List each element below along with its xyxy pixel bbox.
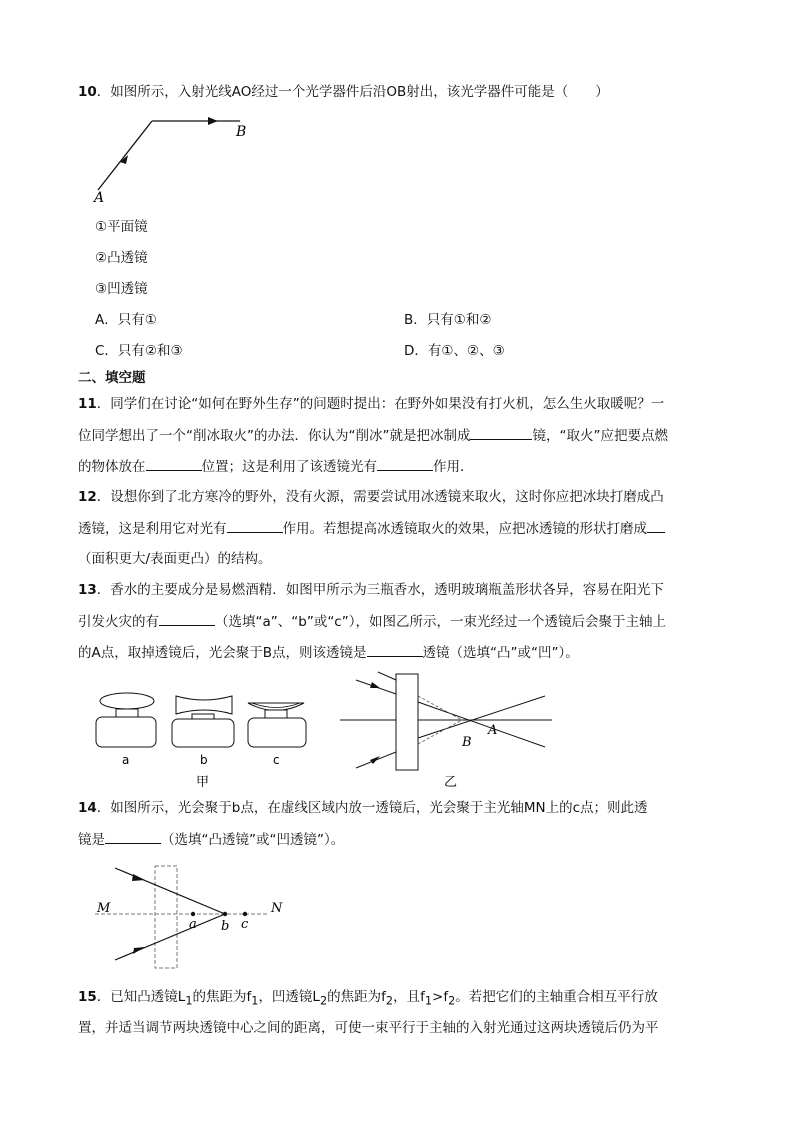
q14-line-2: 镜是 （选填“凸透镜”或“凹透镜”）。	[78, 829, 344, 850]
q13-line-2: 引发火灾的有 （选填“a”、“b”或“c”），如图乙所示，一束光经过一个透镜后会聚于主轴上	[78, 611, 666, 632]
bottle-label-a: a	[122, 753, 130, 767]
q12-line-2: 透镜，这是利用它对光有 作用。若想提高冰透镜取火的效果，应把冰透镜的形状打磨成	[78, 518, 665, 539]
fig-jia-caption: 甲	[196, 775, 210, 790]
q10-stem: 10．如图所示，入射光线AO经过一个光学器件后沿OB射出，该光学器件可能是（ ）	[78, 84, 609, 100]
q13-figure-jia	[90, 690, 320, 790]
bottle-label-b: b	[200, 753, 208, 767]
q10-item-3: ③凹透镜	[95, 281, 148, 297]
q12-blank-1[interactable]	[227, 518, 283, 533]
q14-figure	[95, 862, 295, 972]
fig-yi-caption: 乙	[444, 775, 458, 790]
q13-blank-1[interactable]	[159, 611, 215, 626]
q10-option-b[interactable]: B．只有①和②	[404, 312, 492, 328]
q13-blank-2[interactable]	[367, 642, 423, 657]
label-m: M	[97, 901, 111, 916]
q13-line-1: 13．香水的主要成分是易燃酒精．如图甲所示为三瓶香水，透明玻璃瓶盖形状各异，容易在阳光下	[78, 582, 664, 598]
q14-blank-1[interactable]	[105, 829, 161, 844]
q11-line-3: 的物体放在 位置；这是利用了该透镜光有 作用．	[78, 456, 474, 477]
q10-option-a[interactable]: A．只有①	[95, 312, 157, 328]
q15-line-2: 置，并适当调节两块透镜中心之间的距离，可使一束平行于主轴的入射光通过这两块透镜后仍为平	[78, 1020, 659, 1036]
bottle-label-c: c	[273, 753, 280, 767]
label-b-point: b	[221, 919, 230, 934]
q14-line-1: 14．如图所示，光会聚于b点，在虚线区域内放一透镜后，光会聚于主光轴MN上的c点；则此透	[78, 800, 648, 816]
label-a-point: a	[189, 917, 197, 932]
q10-option-c[interactable]: C．只有②和③	[95, 343, 183, 359]
yi-label-b: B	[462, 735, 472, 750]
q11-blank-3[interactable]	[377, 456, 433, 471]
q13-line-3: 的A点，取掉透镜后，光会聚于B点，则该透镜是 透镜（选填“凸”或“凹”）。	[78, 642, 579, 663]
label-b: B	[236, 124, 247, 140]
section-heading: 二、填空题	[78, 370, 146, 386]
yi-label-a: A	[488, 723, 498, 738]
q11-line-2: 位同学想出了一个“削冰取火”的办法．你认为“削冰”就是把冰制成 镜，“取火”应把要点燃	[78, 425, 668, 446]
q13-figure-yi	[340, 672, 555, 792]
q12-line-3: （面积更大/表面更凸）的结构。	[78, 551, 272, 567]
label-a: A	[94, 190, 105, 206]
q11-blank-1[interactable]	[470, 425, 532, 440]
q11-blank-2[interactable]	[146, 456, 202, 471]
q11-line-1: 11．同学们在讨论“如何在野外生存”的问题时提出：在野外如果没有打火机，怎么生火取暖呢？一	[78, 396, 665, 412]
q10-option-d[interactable]: D．有①、②、③	[404, 343, 505, 359]
q12-line-1: 12．设想你到了北方寒冷的野外，没有火源，需要尝试用冰透镜来取火，这时你应把冰块打磨成凸	[78, 489, 664, 505]
label-n: N	[271, 901, 283, 916]
q10-item-1: ①平面镜	[95, 219, 148, 235]
q12-blank-2[interactable]	[647, 518, 665, 533]
q10-item-2: ②凸透镜	[95, 250, 148, 266]
q10-ray-diagram	[90, 112, 260, 207]
label-c-point: c	[241, 917, 249, 932]
q15-line-1: 15．已知凸透镜$L_1$的焦距为$f_1$，凹透镜$L_2$的焦距为$f_2$，且$f_1>f_2$。若把它们的主轴重合相互平行放	[78, 989, 658, 1008]
